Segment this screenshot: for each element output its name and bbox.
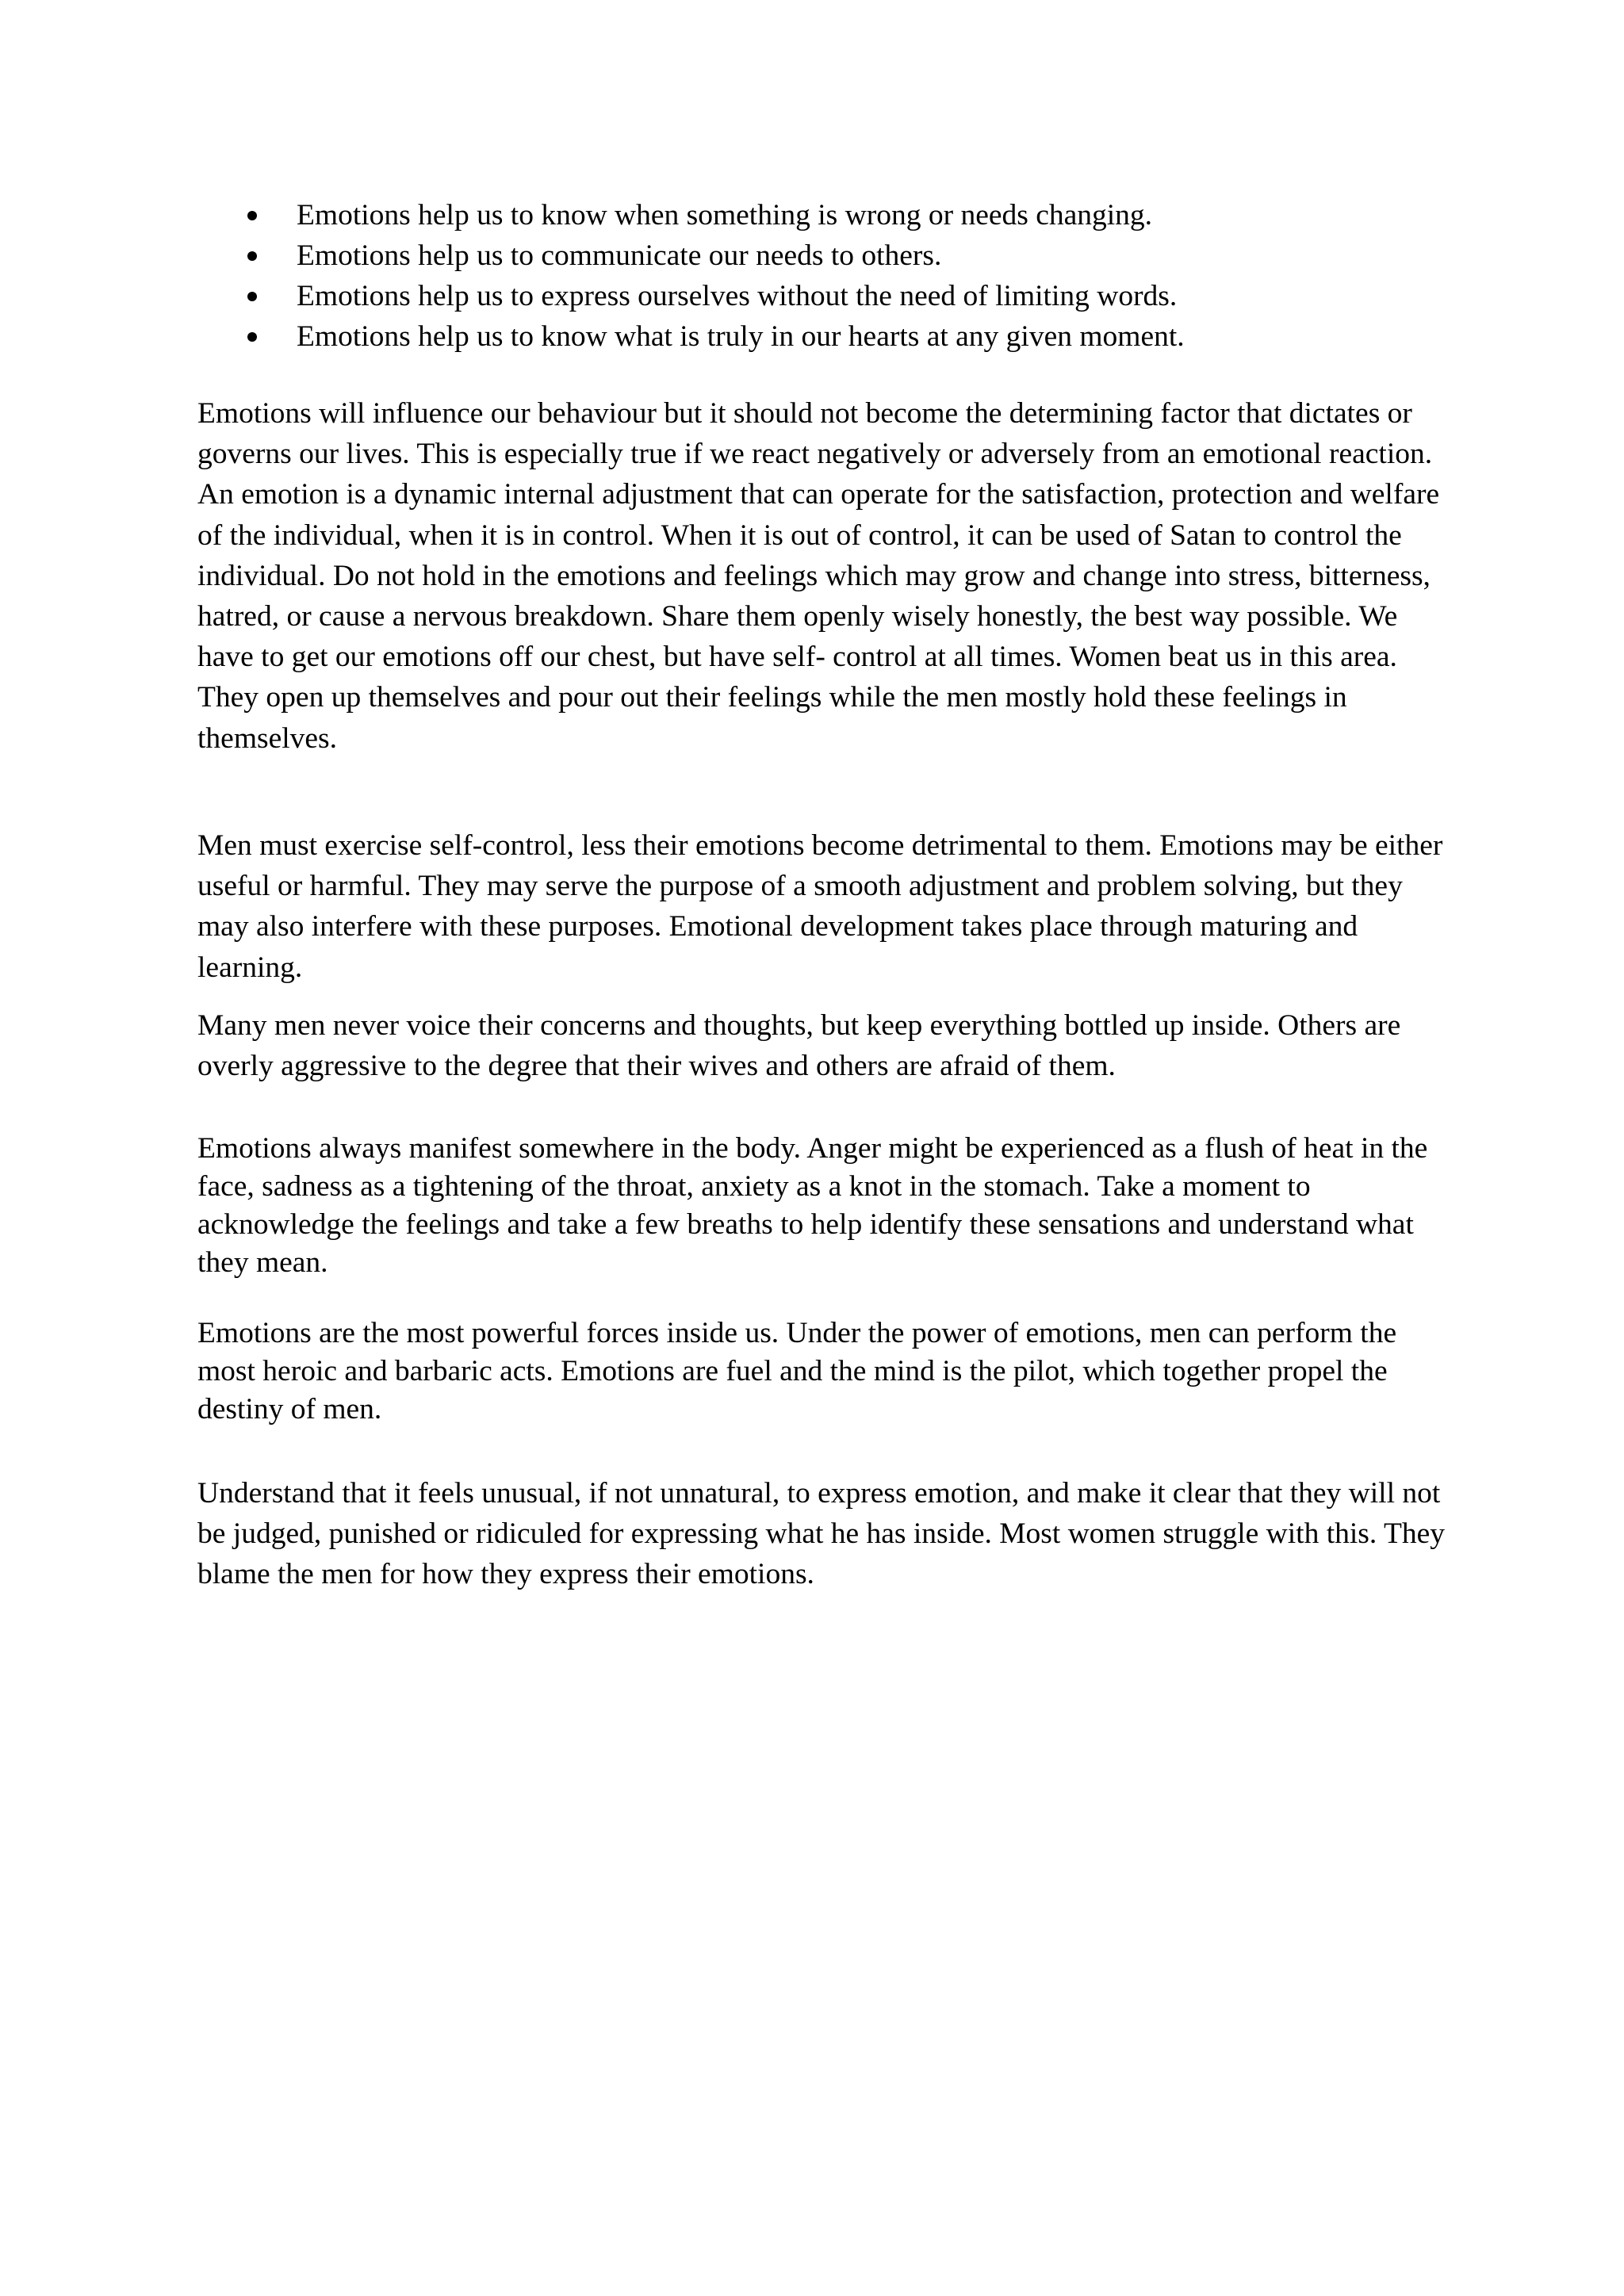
paragraph: Emotions will influence our behaviour but it should not become the determining factor that dictates or governs our lives. This is especially true if we react negatively or adversely from an emotional reaction. An emotion is a dynamic internal adjustment that can operate for the satisfaction, protection and welfare of the individual, when it is in control. When it is out of control, it can be used of Satan to control the individual. Do not hold in the emotions and feelings which may grow and change into stress, bitterness, hatred, or cause a nervous breakdown. Share them openly wisely honestly, the best way possible. We have to get our emotions off our chest, but have self- control at all times. Women beat us in this area. They open up themselves and pour out their feelings while the men mostly hold these feelings in themselves. bbox=[197, 397, 1440, 755]
bullet-icon bbox=[247, 332, 257, 342]
paragraph: Men must exercise self-control, less their emotions become detrimental to them. Emotions may be either useful or harmful. They may serve the purpose of a smooth adjustment and problem solving, but they may also interfere with these purposes. Emotional development takes place through maturing and learning. bbox=[197, 829, 1443, 984]
list-item-text: Emotions help us to communicate our needs to others. bbox=[297, 239, 942, 272]
bullet-icon bbox=[247, 292, 257, 301]
list-item bbox=[243, 316, 1511, 357]
list-item bbox=[243, 235, 1511, 276]
list-item-text: Emotions help us to know when something is wrong or needs changing. bbox=[297, 199, 1153, 232]
list-item-text: Emotions help us to know what is truly in our hearts at any given moment. bbox=[297, 320, 1185, 353]
bullet-icon bbox=[247, 211, 257, 220]
paragraph: Many men never voice their concerns and thoughts, but keep everything bottled up inside. Others are overly aggressive to the degree that their wives and others are afraid of them. bbox=[197, 1009, 1401, 1083]
list-item bbox=[243, 276, 1511, 316]
paragraph: Emotions always manifest somewhere in the body. Anger might be experienced as a flush of heat in the face, sadness as a tightening of the throat, anxiety as a knot in the stomach. Take a moment to acknowledge the feelings and take a few breaths to help identify these sensations and understand what they mean. bbox=[197, 1132, 1428, 1279]
paragraph: Emotions are the most powerful forces inside us. Under the power of emotions, men can perform the most heroic and barbaric acts. Emotions are fuel and the mind is the pilot, which together propel the destiny of men. bbox=[197, 1317, 1397, 1425]
bullet-list bbox=[243, 195, 1511, 357]
paragraph: Understand that it feels unusual, if not unnatural, to express emotion, and make it clear that they will not be judged, punished or ridiculed for expressing what he has inside. Most women struggle with this. They blame the men for how they express their emotions. bbox=[197, 1477, 1446, 1591]
list-item bbox=[243, 195, 1511, 235]
list-item-text: Emotions help us to express ourselves without the need of limiting words. bbox=[297, 280, 1178, 312]
bullet-icon bbox=[247, 251, 257, 261]
